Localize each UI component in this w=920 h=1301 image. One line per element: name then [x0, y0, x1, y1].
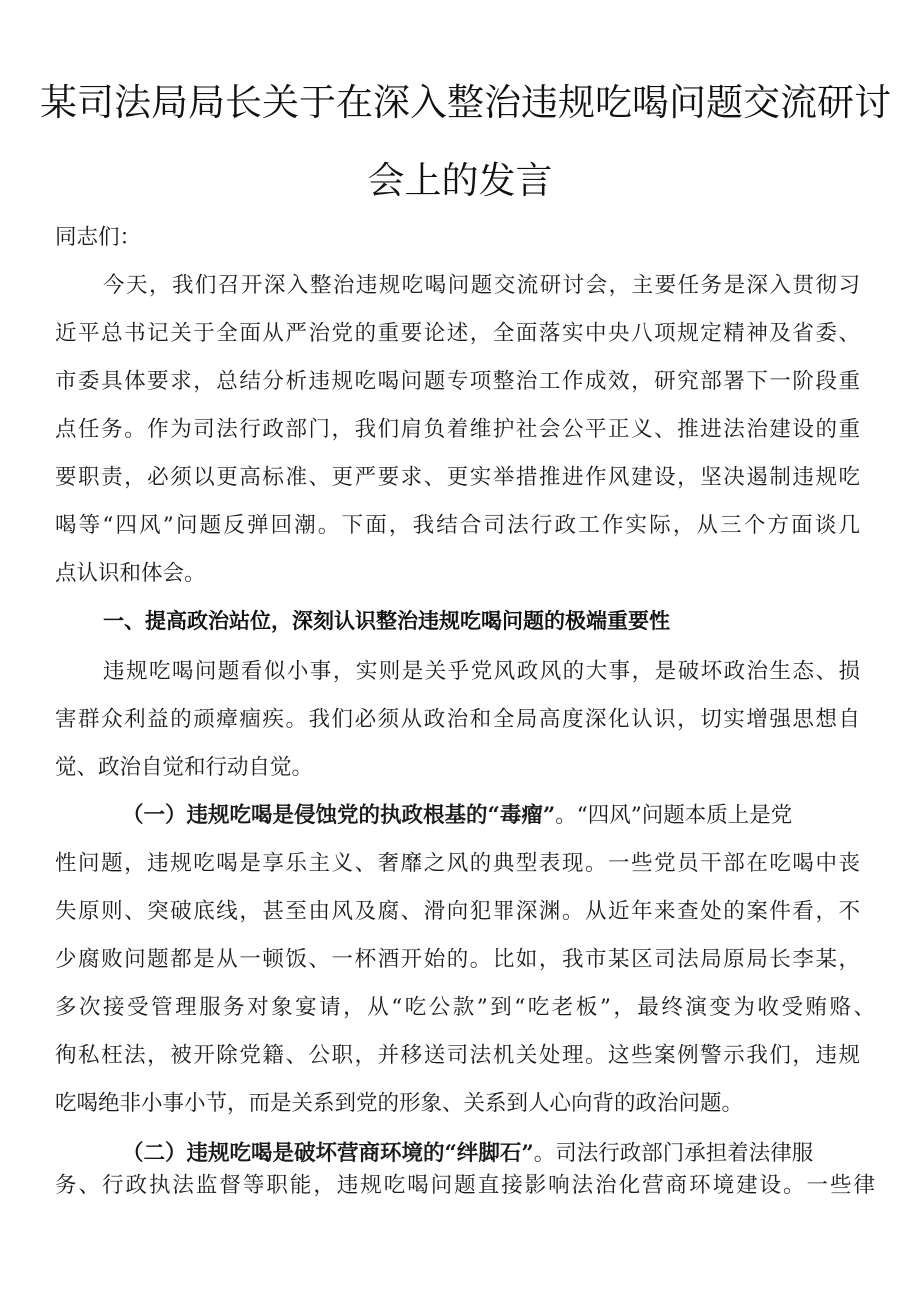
subsection-first-line: [122, 1136, 867, 1167]
subsection-line: 务、行政执法监督等职能，违规吃喝问题直接影响法治化营商环境建设。一些律: [55, 1173, 875, 1198]
subsection-text: 。司法行政部门承担着法律服: [533, 1141, 814, 1166]
subsection-line: 徇私枉法，被开除党籍、公职，并移送司法机关处理。这些案例警示我们，违规: [55, 1043, 860, 1068]
document-title-line-2: 会上的发言: [367, 159, 553, 202]
document-title-line-1: 某司法局局长关于在深入整治违规吃喝问题交流研讨: [40, 81, 891, 124]
intro-line: 近平总书记关于全面从严治党的重要论述，全面落实中央八项规定精神及省委、: [55, 321, 860, 346]
subsection-line: 性问题，违规吃喝是享乐主义、奢靡之风的典型表现。一些党员干部在吃喝中丧: [55, 851, 860, 876]
subsection-line: 失原则、突破底线，甚至由风及腐、滑向犯罪深渊。从近年来查处的案件看，不: [55, 899, 860, 924]
section-paragraph-line: 害群众利益的顽瘴痼疾。我们必须从政治和全局高度深化认识，切实增强思想自: [55, 707, 860, 732]
intro-line: 喝等“四风”问题反弹回潮。下面，我结合司法行政工作实际，从三个方面谈几: [55, 513, 860, 538]
subsection-heading: （一）违规吃喝是侵蚀党的执政根基的“毒瘤”: [122, 803, 556, 828]
subsection-text: 。“四风”问题本质上是党: [555, 803, 793, 828]
subsection-line: 少腐败问题都是从一顿饭、一杯酒开始的。比如，我市某区司法局原局长李某，: [55, 947, 860, 972]
intro-line: 要职责，必须以更高标准、更严要求、更实举措推进作风建设，坚决遏制违规吃: [55, 465, 860, 490]
subsection-first-line: [122, 798, 867, 829]
intro-line: 点任务。作为司法行政部门，我们肩负着维护社会公平正义、推进法治建设的重: [55, 417, 860, 442]
section-paragraph-line: 违规吃喝问题看似小事，实则是关乎党风政风的大事，是破坏政治生态、损: [103, 659, 860, 684]
subsection-heading: （二）违规吃喝是破坏营商环境的“绊脚石”: [122, 1141, 534, 1166]
intro-line: 今天，我们召开深入整治违规吃喝问题交流研讨会，主要任务是深入贯彻习: [103, 273, 860, 298]
subsection-line: 吃喝绝非小事小节，而是关系到党的形象、关系到人心向背的政治问题。: [55, 1091, 744, 1116]
section-heading: 一、提高政治站位，深刻认识整治违规吃喝问题的极端重要性: [103, 609, 670, 633]
subsection-line: 多次接受管理服务对象宴请，从“吃公款”到“吃老板”，最终演变为收受贿赂、: [55, 995, 875, 1020]
intro-line: 市委具体要求，总结分析违规吃喝问题专项整治工作成效，研究部署下一阶段重: [55, 369, 860, 394]
section-paragraph-line: 觉、政治自觉和行动自觉。: [55, 755, 314, 780]
salutation: 同志们：: [55, 225, 142, 250]
intro-line: 点认识和体会。: [55, 561, 206, 586]
